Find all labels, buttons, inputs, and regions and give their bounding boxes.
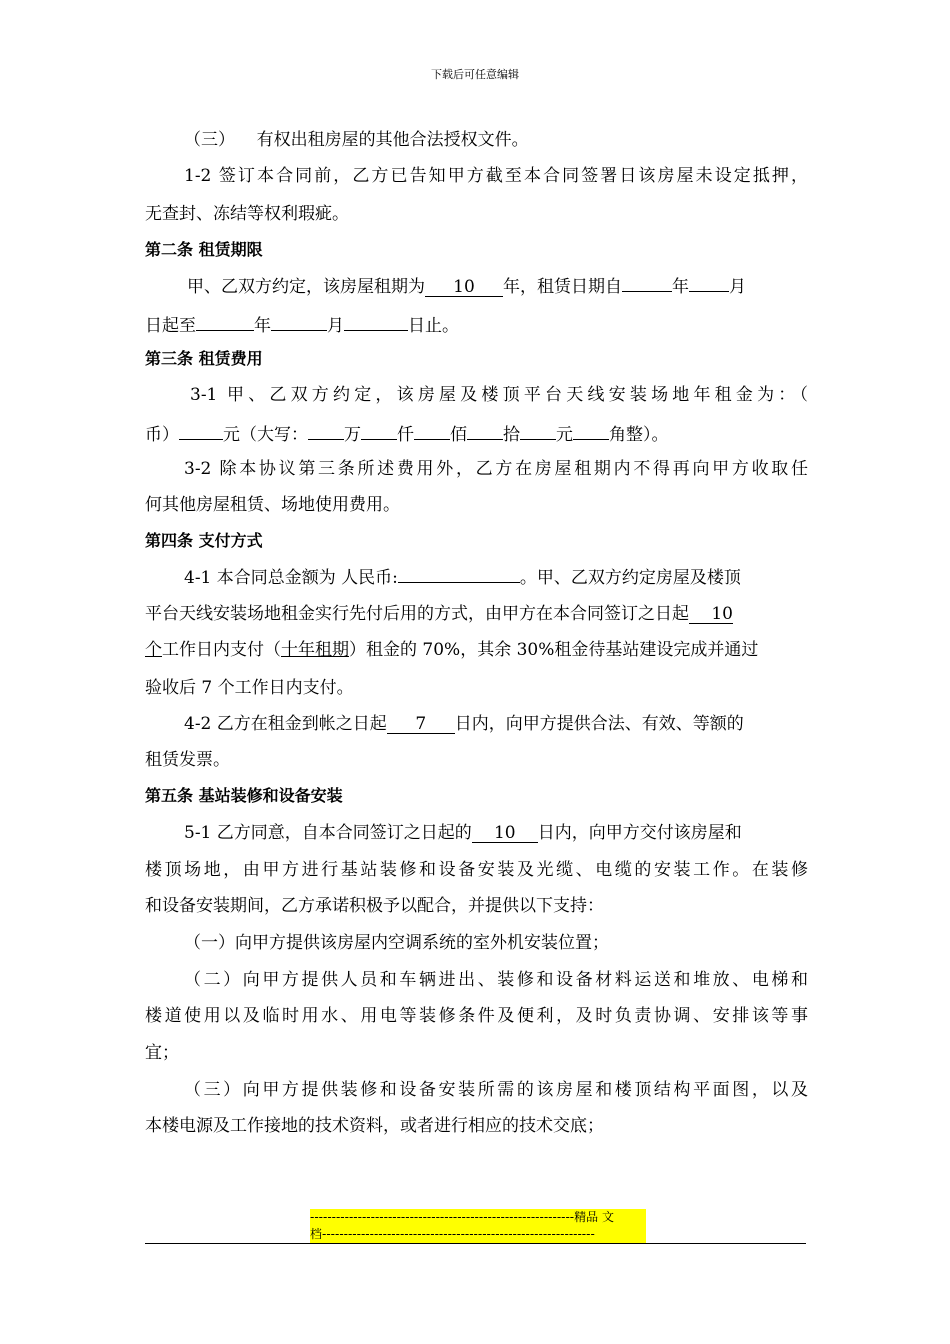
text-run: 月 [729, 277, 746, 297]
blank-field [467, 421, 503, 440]
payment-days-blank: 10 [689, 605, 733, 624]
text-run: 个 [145, 640, 162, 660]
paragraph-line: 无查封、冻结等权利瑕疵。 [145, 204, 349, 224]
paragraph-line [145, 421, 810, 447]
text-run: 日内，向甲方交付该房屋和 [537, 823, 742, 843]
blank-field [689, 273, 729, 292]
text-run: 佰 [450, 425, 467, 445]
text-run: 年 [254, 316, 271, 336]
paragraph-line: （一）向甲方提供该房屋内空调系统的室外机安装位置； [184, 933, 609, 953]
footer-divider [145, 1243, 806, 1244]
lease-term-blank: 10 [425, 278, 503, 297]
text-run: 元 [556, 425, 573, 445]
blank-field [196, 312, 254, 331]
blank-field [344, 312, 408, 331]
paragraph-line [145, 312, 810, 338]
footer-highlight-line-2: 档--------------------------------------------------------------- [310, 1226, 646, 1243]
total-amount-blank [398, 564, 520, 583]
blank-field [308, 421, 344, 440]
text-run: 工作日内支付（ [162, 640, 281, 660]
footer-highlight-line-1: -------------------------------------------------------------精品 文 [310, 1209, 646, 1226]
section-heading: 第四条 支付方式 [145, 531, 263, 550]
text-run: 月 [327, 316, 344, 336]
paragraph-line: 3-2 除本协议第三条所述费用外，乙方在房屋租期内不得再向甲方收取任 [184, 459, 808, 479]
text-run: 日止。 [408, 316, 459, 336]
text-run: ）租金的 70%，其余 30%租金待基站建设完成并通过 [349, 640, 759, 660]
item-text: 有权出租房屋的其他合法授权文件。 [256, 130, 529, 150]
text-run: 币） [145, 425, 179, 445]
text-run: 。甲、乙双方约定房屋及楼顶 [519, 568, 741, 588]
paragraph-line: 楼道使用以及临时用水、用电等装修条件及便利，及时负责协调、安排该等事 [145, 1006, 808, 1026]
text-run: 4-1 本合同总金额为 人民币: [184, 568, 398, 588]
text-run: 万 [344, 425, 361, 445]
paragraph-line: 租赁发票。 [145, 750, 230, 770]
paragraph-line [145, 602, 810, 626]
blank-field [271, 312, 327, 331]
section-heading: 第三条 租赁费用 [145, 349, 263, 368]
blank-field [361, 421, 397, 440]
text-run: 甲、乙双方约定，该房屋租期为 [187, 277, 425, 297]
text-run: 4-2 乙方在租金到帐之日起 [184, 714, 387, 734]
paragraph-line: 验收后 7 个工作日内支付。 [145, 678, 354, 698]
paragraph-line [184, 564, 849, 590]
text-run: 元（大写： [223, 425, 308, 445]
paragraph-line: 宜； [145, 1043, 179, 1063]
text-run: 角整）。 [609, 425, 669, 445]
text-run: 拾 [503, 425, 520, 445]
blank-field [573, 421, 609, 440]
paragraph-line [184, 712, 849, 736]
text-run: 仟 [397, 425, 414, 445]
text-run: 年 [672, 277, 689, 297]
section-heading: 第二条 租赁期限 [145, 240, 263, 259]
blank-field [179, 421, 223, 440]
text-run: 平台天线安装场地租金实行先付后用的方式，由甲方在本合同签订之日起 [145, 604, 689, 624]
item-marker: （三） [184, 130, 235, 150]
paragraph-line: （三）向甲方提供装修和设备安装所需的该房屋和楼顶结构平面图，以及 [184, 1080, 808, 1100]
paragraph-line: 和设备安装期间，乙方承诺积极予以配合，并提供以下支持： [145, 896, 604, 916]
handover-days-blank: 10 [472, 824, 538, 843]
paragraph-line: 本楼电源及工作接地的技术资料，或者进行相应的技术交底； [145, 1116, 604, 1136]
blank-field [414, 421, 450, 440]
paragraph-line [184, 128, 849, 152]
text-run: 年，租赁日期自 [503, 277, 622, 297]
paragraph-line [184, 821, 849, 845]
text-run: 日内，向甲方提供合法、有效、等额的 [454, 714, 744, 734]
paragraph-line: 何其他房屋租赁、场地使用费用。 [145, 495, 400, 515]
blank-field [622, 273, 672, 292]
lease-period-text: 十年租期 [281, 640, 349, 660]
text-run: 日起至 [145, 316, 196, 336]
paragraph-line: 1-2 签订本合同前，乙方已告知甲方截至本合同签署日该房屋未设定抵押， [184, 166, 808, 186]
invoice-days-blank: 7 [387, 715, 455, 734]
paragraph-line: 楼顶场地，由甲方进行基站装修和设备安装及光缆、电缆的安装工作。在装修 [145, 860, 808, 880]
paragraph-line [187, 273, 852, 299]
header-note: 下载后可任意编辑 [431, 68, 519, 81]
section-heading: 第五条 基站装修和设备安装 [145, 786, 343, 805]
paragraph-line [145, 638, 810, 662]
paragraph-line: 3-1 甲、乙双方约定，该房屋及楼顶平台天线安装场地年租金为：（ [190, 385, 808, 405]
paragraph-line: （二）向甲方提供人员和车辆进出、装修和设备材料运送和堆放、电梯和 [184, 970, 808, 990]
blank-field [520, 421, 556, 440]
text-run: 5-1 乙方同意，自本合同签订之日起的 [184, 823, 472, 843]
